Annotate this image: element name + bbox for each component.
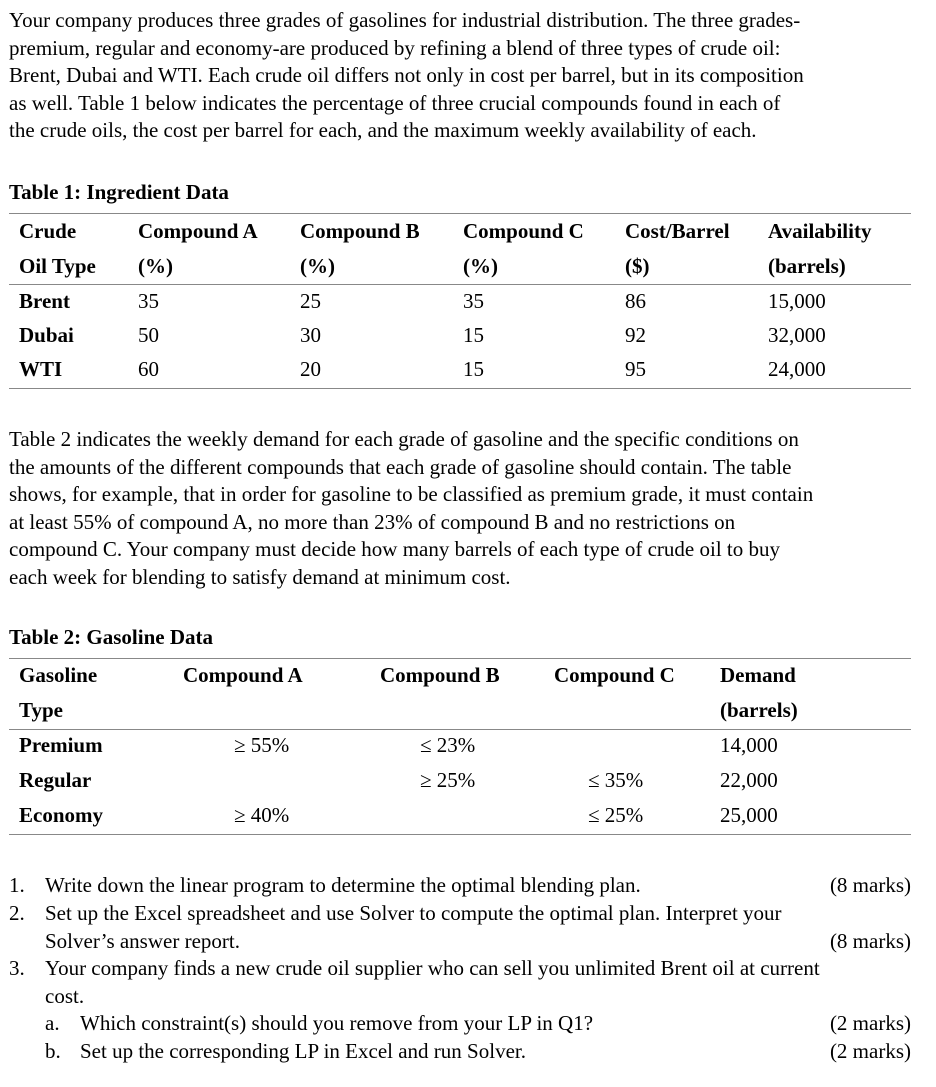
table2-cell: 14,000 [720,733,778,757]
table2-cell: 22,000 [720,768,778,792]
table1-header-compound-c: Compound C [463,219,584,243]
table1-cell: 60 [138,357,159,381]
question-text: Set up the Excel spreadsheet and use Solver to compute the optimal plan. Interpret your [45,901,782,925]
text-line: Table 2 indicates the weekly demand for each grade of gasoline and the specific conditions on [9,427,799,451]
table1-cell: Brent [19,289,70,313]
table1-cell: 15,000 [768,289,826,313]
table1-top-rule [9,213,911,214]
question-number: b. [45,1039,61,1063]
table1-cell: 20 [300,357,321,381]
table1-header-oil-type: Oil Type [19,254,96,278]
question-text: Solver’s answer report. [45,928,240,953]
table2-title: Table 2: Gasoline Data [9,625,213,649]
table1-header-availability: Availability [768,219,872,243]
table2-header-compound-c: Compound C [554,663,675,687]
question-2 [9,900,911,956]
table1-cell: 25 [300,289,321,313]
table1-cell: 35 [463,289,484,313]
table1-header-unit-b: (%) [300,254,335,278]
table2-cell: 25,000 [720,803,778,827]
table2-cell: Economy [19,803,103,827]
table2-bottom-rule [9,834,911,835]
table1-header-unit-c: (%) [463,254,498,278]
text-line: the amounts of the different compounds that each grade of gasoline should contain. The table [9,454,792,479]
table2-header-gasoline: Gasoline [19,663,98,687]
table1-cell: 86 [625,289,646,313]
table1-cell: 15 [463,323,484,347]
table2-header-rule [9,729,911,730]
question-text: Your company finds a new crude oil supplier who can sell you unlimited Brent oil at current [45,956,820,980]
text-line: Brent, Dubai and WTI. Each crude oil differs not only in cost per barrel, but in its composition [9,63,804,87]
question-text: Set up the corresponding LP in Excel and run Solver. [80,1039,526,1063]
table1-cell: 15 [463,357,484,381]
question-text: Which constraint(s) should you remove from your LP in Q1? [80,1011,594,1035]
table1-header-compound-b: Compound B [300,219,420,243]
table1-header-unit-a: (%) [138,254,173,278]
question-1 [9,872,911,900]
text-line: as well. Table 1 below indicates the percentage of three crucial compounds found in each of [9,90,781,115]
table1-cell: 35 [138,289,159,313]
table2-header-compound-a: Compound A [183,663,303,687]
table2-cell: Regular [19,768,92,792]
question-number: 1. [9,873,25,897]
table1-cell: 50 [138,323,159,347]
table1-cell: WTI [19,357,63,381]
question-marks: (2 marks) [829,1011,911,1035]
table1-header-crude: Crude [19,219,77,243]
text-line: compound C. Your company must decide how many barrels of each type of crude oil to buy [9,537,781,561]
table2-header-demand: Demand [720,663,796,687]
text-line: shows, for example, that in order for gasoline to be classified as premium grade, it must contain [9,482,814,506]
question-marks: (8 marks) [829,928,911,953]
table2-cell: Premium [19,733,103,757]
text-line: the crude oils, the cost per barrel for each, and the maximum weekly availability of each. [9,118,757,142]
table1-cell: 92 [625,323,646,347]
table2-description-paragraph [9,426,911,591]
table1-header-compound-a: Compound A [138,219,258,243]
question-text: Write down the linear program to determine the optimal blending plan. [45,873,641,897]
question-number: 2. [9,901,25,925]
question-3b [9,1038,911,1066]
question-marks: (2 marks) [829,1039,911,1063]
table2-header-compound-b: Compound B [380,663,500,687]
table2-cell: ≤ 25% [588,803,644,827]
question-3 [9,955,911,1011]
table1-cell: 30 [300,323,321,347]
question-marks: (8 marks) [829,873,911,897]
table2-top-rule [9,658,911,659]
table1-header-unit-availability: (barrels) [768,254,846,278]
text-line: each week for blending to satisfy demand at minimum cost. [9,564,511,589]
table2-cell: ≥ 55% [234,733,290,757]
table1-cell: Dubai [19,323,74,347]
table1-header-rule [9,284,911,285]
table2-header-unit-demand: (barrels) [720,698,798,722]
table1-bottom-rule [9,388,911,389]
table1-cell: 95 [625,357,646,381]
question-text: cost. [45,983,85,1008]
text-line: at least 55% of compound A, no more than 23% of compound B and no restrictions on [9,509,736,534]
table1-header-unit-cost: ($) [625,254,650,278]
question-number: 3. [9,956,25,980]
table1-cell: 24,000 [768,357,826,381]
table1-title: Table 1: Ingredient Data [9,180,229,204]
table2-cell: ≤ 23% [420,733,476,757]
question-3a [9,1010,911,1038]
table2-header-type: Type [19,698,63,722]
table2-cell: ≥ 25% [420,768,476,792]
intro-paragraph [9,7,911,145]
table1-cell: 32,000 [768,323,826,347]
text-line: premium, regular and economy-are produced by refining a blend of three types of crude oil: [9,35,781,60]
question-number: a. [45,1011,60,1035]
table2-cell: ≥ 40% [234,803,290,827]
table1-header-cost: Cost/Barrel [625,219,730,243]
text-line: Your company produces three grades of gasolines for industrial distribution. The three grades- [9,8,801,32]
table2-cell: ≤ 35% [588,768,644,792]
